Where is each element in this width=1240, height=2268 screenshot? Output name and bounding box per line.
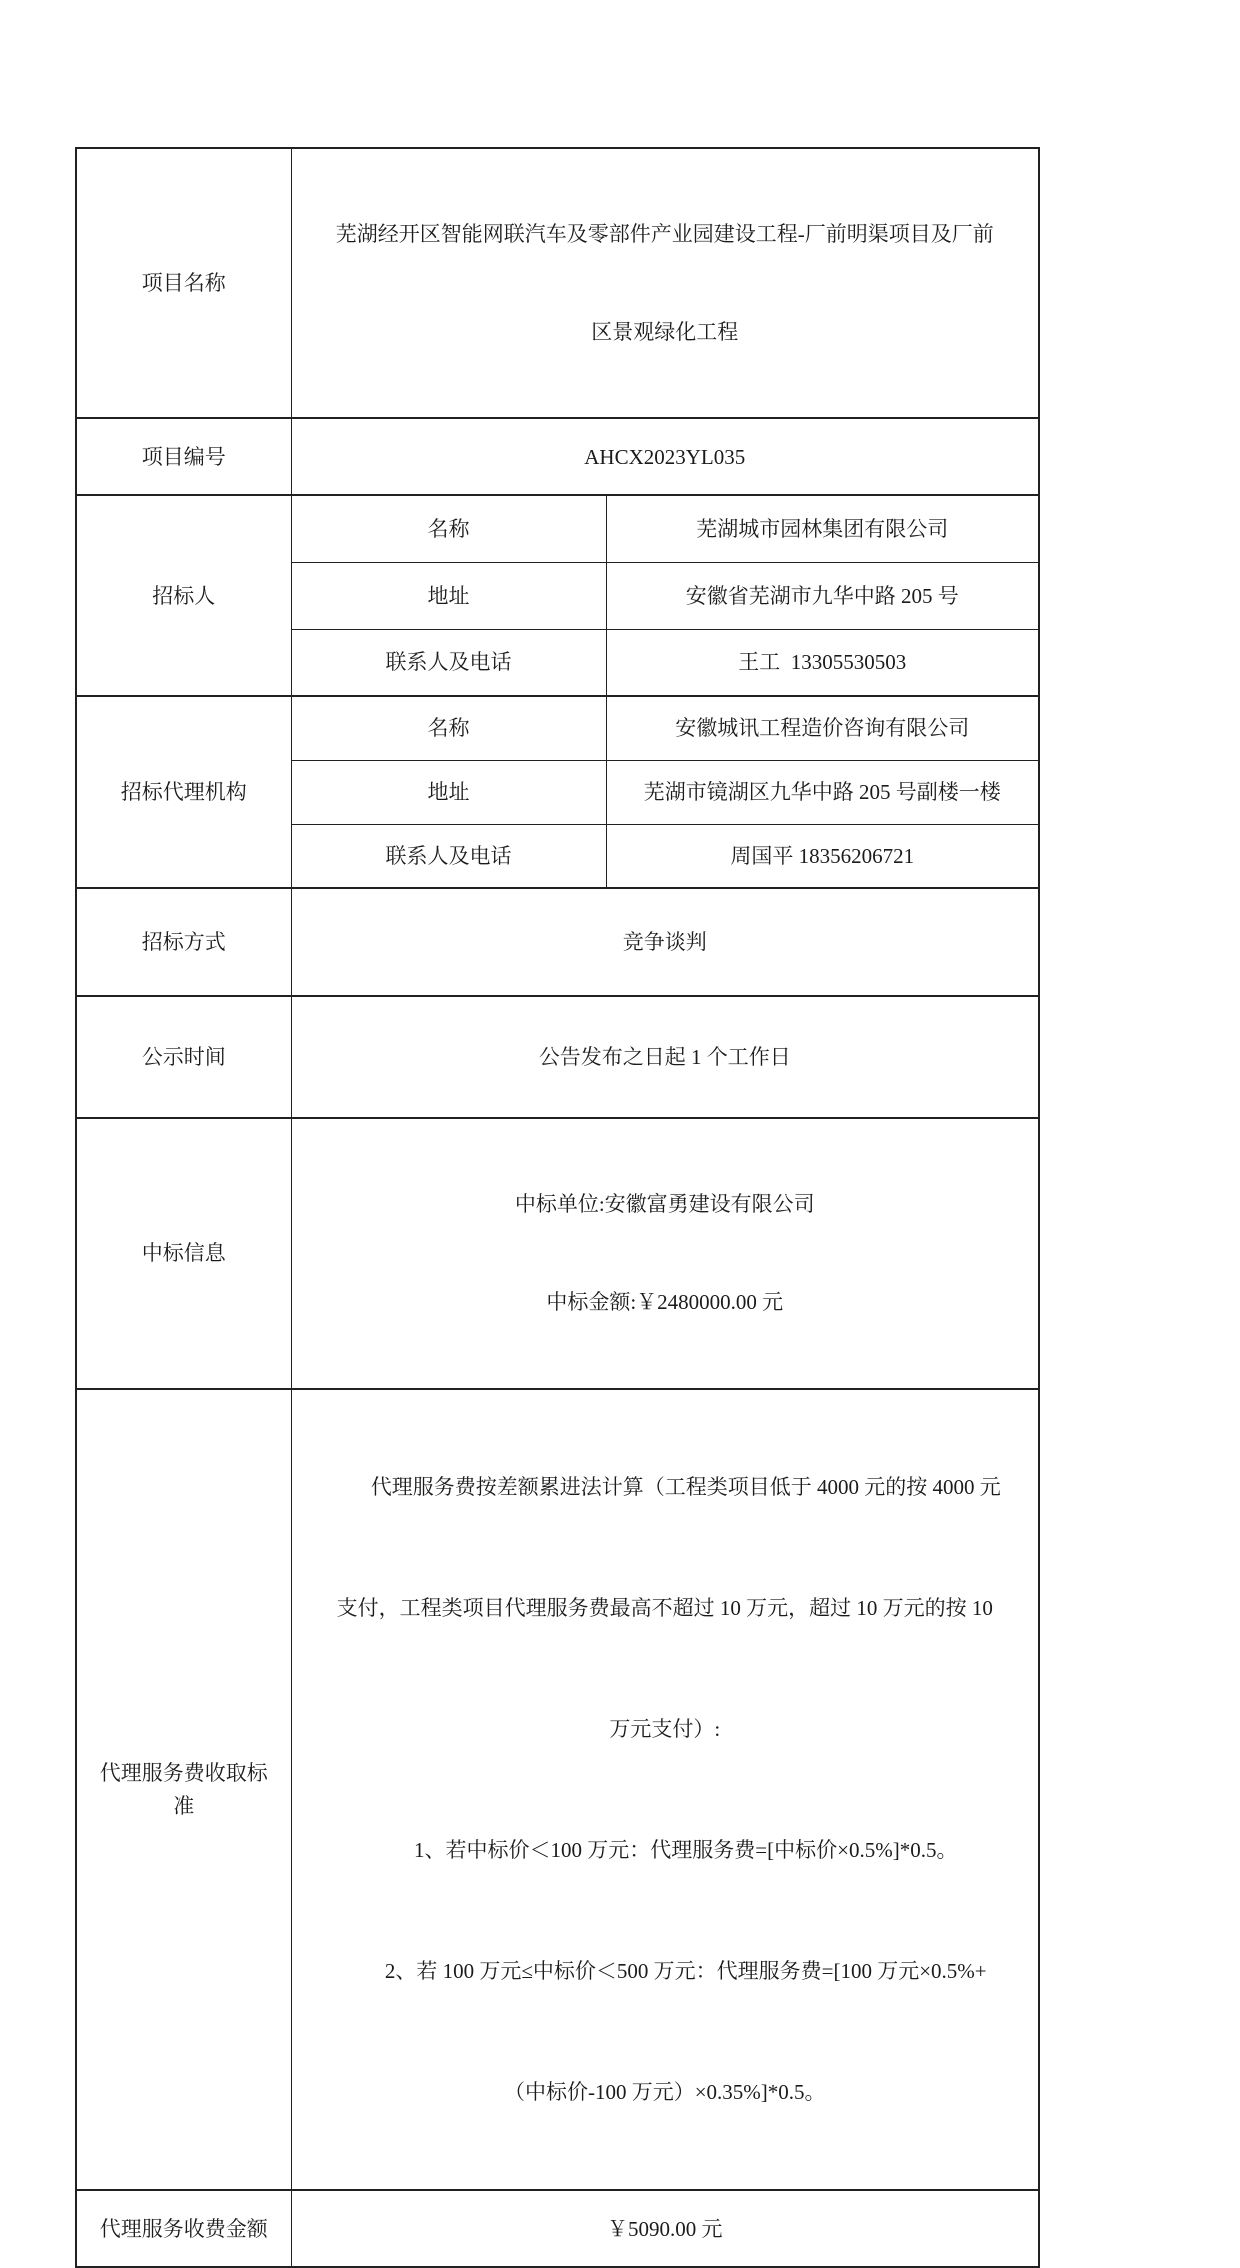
fee-amount-label: 代理服务收费金额 — [76, 2190, 291, 2267]
tenderer-address-label: 地址 — [291, 562, 606, 629]
tender-method-value: 竞争谈判 — [291, 888, 1039, 996]
award-amount-line: 中标金额:￥2480000.00 元 — [546, 1290, 784, 1315]
fee-standard-line-1: 代理服务费按差额累进法计算（工程类项目低于 4000 元的按 4000 元 — [370, 1474, 1001, 1499]
row-fee-amount — [76, 2190, 1039, 2267]
tenderer-name-value: 芜湖城市园林集团有限公司 — [606, 495, 1039, 562]
agency-address-label: 地址 — [291, 760, 606, 824]
row-agency-name — [76, 696, 1039, 760]
row-tender-method — [76, 888, 1039, 996]
fee-amount-value: ￥5090.00 元 — [291, 2190, 1039, 2267]
agency-contact-value: 周国平 18356206721 — [606, 824, 1039, 888]
row-publicity-time — [76, 996, 1039, 1118]
tenderer-address-value: 安徽省芜湖市九华中路 205 号 — [606, 562, 1039, 629]
tenderer-label: 招标人 — [76, 495, 291, 696]
row-project-code — [76, 418, 1039, 495]
row-project-name — [76, 148, 1039, 418]
award-info-value — [291, 1118, 1039, 1388]
fee-standard-line-5: 2、若 100 万元≤中标价＜500 万元：代理服务费=[100 万元×0.5%+ — [384, 1959, 987, 1984]
agency-contact-label: 联系人及电话 — [291, 824, 606, 888]
agency-name-label: 名称 — [291, 696, 606, 760]
row-award-info — [76, 1118, 1039, 1388]
tender-announcement-table — [75, 147, 1040, 2268]
project-name-line-1: 芜湖经开区智能网联汽车及零部件产业园建设工程-厂前明渠项目及厂前 — [335, 222, 994, 247]
agency-label: 招标代理机构 — [76, 696, 291, 888]
publicity-time-value: 公告发布之日起 1 个工作日 — [291, 996, 1039, 1118]
fee-standard-line-4: 1、若中标价＜100 万元：代理服务费=[中标价×0.5%]*0.5。 — [414, 1838, 958, 1863]
fee-standard-line-6: （中标价-100 万元）×0.35%]*0.5。 — [503, 2080, 826, 2105]
row-tenderer-name — [76, 495, 1039, 562]
agency-name-value: 安徽城讯工程造价咨询有限公司 — [606, 696, 1039, 760]
tenderer-contact-label: 联系人及电话 — [291, 629, 606, 696]
fee-standard-line-2: 支付，工程类项目代理服务费最高不超过 10 万元，超过 10 万元的按 10 — [336, 1595, 993, 1620]
award-info-label: 中标信息 — [76, 1118, 291, 1388]
agency-address-value: 芜湖市镜湖区九华中路 205 号副楼一楼 — [606, 760, 1039, 824]
fee-standard-label: 代理服务费收取标准 — [76, 1389, 291, 2191]
publicity-time-label: 公示时间 — [76, 996, 291, 1118]
project-name-value — [291, 148, 1039, 418]
project-name-label: 项目名称 — [76, 148, 291, 418]
award-winner-line: 中标单位:安徽富勇建设有限公司 — [514, 1192, 815, 1217]
project-code-value: AHCX2023YL035 — [291, 418, 1039, 495]
tenderer-contact-value: 王工 13305530503 — [606, 629, 1039, 696]
fee-standard-line-3: 万元支付）: — [609, 1717, 721, 1742]
row-fee-standard — [76, 1389, 1039, 2191]
tender-method-label: 招标方式 — [76, 888, 291, 996]
tenderer-name-label: 名称 — [291, 495, 606, 562]
project-code-label: 项目编号 — [76, 418, 291, 495]
fee-standard-value — [291, 1389, 1039, 2191]
project-name-line-2: 区景观绿化工程 — [591, 319, 739, 344]
